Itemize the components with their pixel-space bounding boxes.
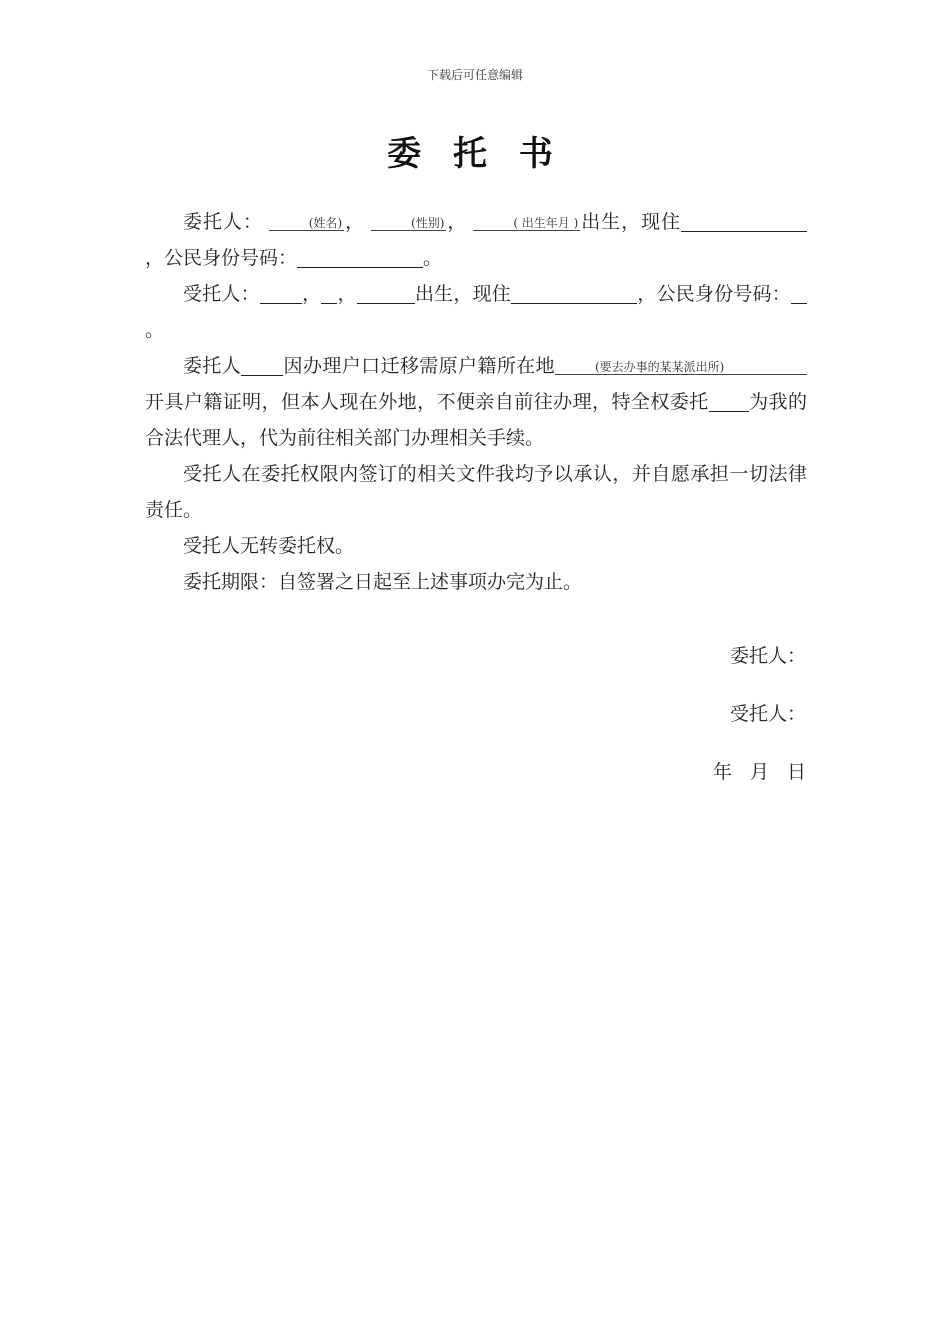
principal-paragraph — [145, 204, 807, 276]
principal-lead: 委托人： — [183, 211, 263, 233]
agent-gender-blank[interactable] — [321, 281, 337, 304]
term-paragraph: 委托期限：自签署之日起至上述事项办完为止。 — [183, 571, 583, 593]
id-number-blank[interactable] — [297, 245, 423, 268]
born-residence-text: 出生，现住 — [580, 211, 681, 233]
agent-paragraph — [145, 276, 807, 348]
document-title: 委 托 书 — [387, 134, 563, 174]
agent-id-blank[interactable] — [791, 281, 807, 304]
date-year: 年 — [712, 761, 732, 783]
liability-paragraph: 受托人在委托权限内签订的相关文件我均予以承认，并自愿承担一切法律责任。 — [145, 463, 807, 521]
purpose-text: 因办理户口迁移需原户籍所在地 — [283, 355, 555, 377]
address-blank[interactable] — [681, 209, 807, 232]
no-subdelegation-paragraph: 受托人无转委托权。 — [183, 535, 355, 557]
agent-lead: 受托人： — [183, 283, 260, 305]
name-hint: (姓名) — [269, 216, 344, 231]
purpose-text-end: 为我的合法代理人，代为前往相关部门办理相关手续。 — [145, 391, 807, 449]
purpose-paragraph — [145, 348, 807, 456]
police-station-hint: (要去办事的某某派出所) — [555, 360, 807, 375]
agent-address-blank[interactable] — [511, 281, 637, 304]
id-number-label: ，公民身份号码： — [637, 283, 791, 305]
separator: ， — [446, 211, 468, 233]
date-month: 月 — [749, 761, 769, 783]
agent-signature: 受托人： — [729, 703, 806, 725]
separator: ， — [301, 283, 322, 305]
id-number-label: ，公民身份号码： — [145, 247, 298, 269]
purpose-text-continued: 开具户籍证明，但本人现在外地，不便亲自前往办理，特全权委托 — [145, 391, 709, 413]
principal-name-blank[interactable] — [241, 353, 283, 376]
date-day: 日 — [786, 761, 806, 783]
delegate-name-blank[interactable] — [709, 389, 749, 412]
separator: ， — [337, 283, 357, 305]
separator: ， — [344, 211, 366, 233]
header-note: 下载后可任意编辑 — [426, 68, 523, 82]
agent-birth-blank[interactable] — [357, 281, 415, 304]
gender-hint: (性别) — [371, 216, 446, 231]
principal-signature: 委托人： — [729, 645, 806, 667]
principal-word: 委托人 — [183, 355, 242, 377]
birth-hint: ( 出生年月 ) — [473, 216, 580, 231]
signature-date — [709, 757, 806, 784]
born-residence-text: 出生，现住 — [414, 283, 512, 305]
document-body — [145, 204, 807, 600]
period: 。 — [423, 247, 443, 269]
agent-name-blank[interactable] — [260, 281, 302, 304]
period: 。 — [145, 319, 165, 341]
